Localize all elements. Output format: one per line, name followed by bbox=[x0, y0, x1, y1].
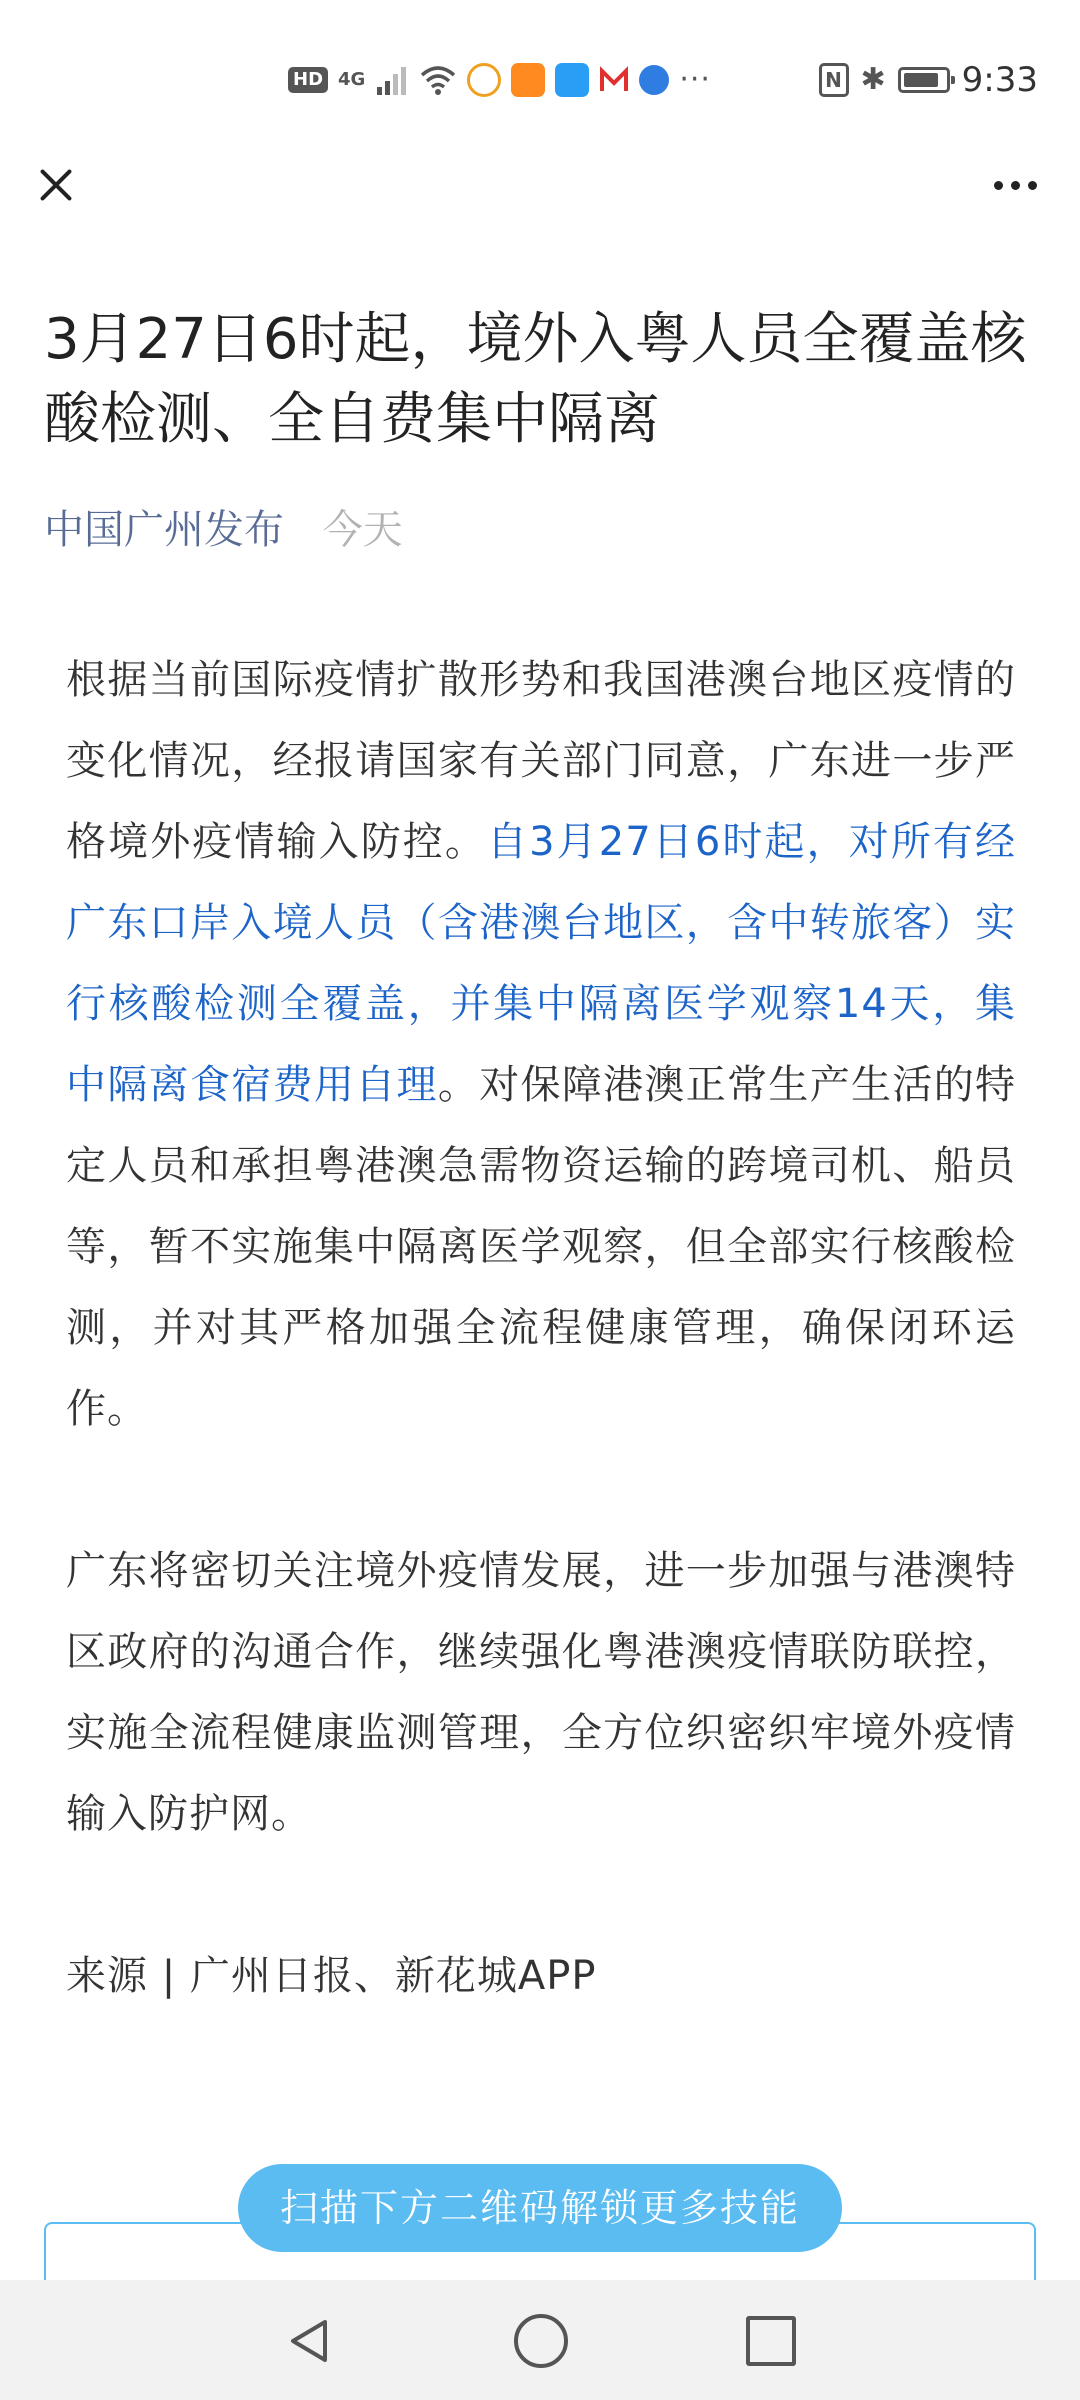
home-icon[interactable] bbox=[514, 2314, 568, 2368]
author-link[interactable]: 中国广州发布 bbox=[44, 507, 284, 553]
video-app-icon bbox=[511, 63, 545, 97]
clock: 9:33 bbox=[961, 60, 1038, 100]
qr-banner[interactable]: 扫描下方二维码解锁更多技能 bbox=[238, 2164, 842, 2252]
nfc-icon: N bbox=[819, 63, 849, 97]
status-bar bbox=[0, 0, 1080, 160]
navigation-bar bbox=[0, 2280, 1080, 2400]
h-app-icon bbox=[555, 63, 589, 97]
more-dot bbox=[1011, 181, 1020, 190]
paragraph-1 bbox=[66, 640, 1016, 1450]
bluetooth-icon: ✱ bbox=[860, 62, 886, 97]
hd-icon: HD bbox=[288, 67, 328, 93]
status-icons-right bbox=[819, 58, 1039, 102]
back-icon[interactable] bbox=[285, 2316, 335, 2366]
article-meta bbox=[44, 500, 403, 560]
more-icon[interactable] bbox=[980, 160, 1050, 210]
paragraph-1-highlight: 自3月27日6时起，对所有经广东口岸入境人员（含港澳台地区，含中转旅客）实行核酸检测全覆盖，并集中隔离医学观察14天，集中隔离食宿费用自理 bbox=[66, 819, 1017, 1108]
status-icons-left bbox=[288, 58, 711, 102]
signal-icon bbox=[375, 63, 409, 97]
article-title: 3月27日6时起，境外入粤人员全覆盖核酸检测、全自费集中隔离 bbox=[44, 307, 1027, 452]
close-icon[interactable] bbox=[20, 150, 90, 220]
more-dot bbox=[994, 181, 1003, 190]
paragraph-2: 广东将密切关注境外疫情发展，进一步加强与港澳特区政府的沟通合作，继续强化粤港澳疫情联防联控，实施全流程健康监测管理，全方位织密织牢境外疫情输入防护网。 bbox=[66, 1548, 1016, 1837]
publish-date: 今天 bbox=[322, 507, 403, 553]
paragraph-1-text-a: 根据当前国际疫情扩散形势和我国港澳台地区疫情的变化情况，经报请国家有关部门同意，广东进一步严格境外疫情输入防控。 bbox=[66, 657, 1016, 865]
browser-app-icon bbox=[639, 65, 669, 95]
network-type-label: 4G bbox=[338, 69, 366, 90]
headset-app-icon bbox=[467, 63, 501, 97]
article-body bbox=[66, 640, 1016, 2017]
wifi-icon bbox=[419, 63, 457, 97]
source-line: 来源 | 广州日报、新花城APP bbox=[66, 1953, 597, 1999]
battery-icon bbox=[898, 67, 950, 93]
paragraph-1-text-c: 。对保障港澳正常生产生活的特定人员和承担粤港澳急需物资运输的跨境司机、船员等，暂不实施集中隔离医学观察，但全部实行核酸检测，并对其严格加强全流程健康管理，确保闭环运作。 bbox=[66, 1062, 1017, 1432]
more-notifications-icon: ··· bbox=[679, 62, 711, 97]
more-dot bbox=[1028, 181, 1037, 190]
mail-app-icon bbox=[599, 65, 629, 95]
recent-apps-icon[interactable] bbox=[746, 2316, 796, 2366]
